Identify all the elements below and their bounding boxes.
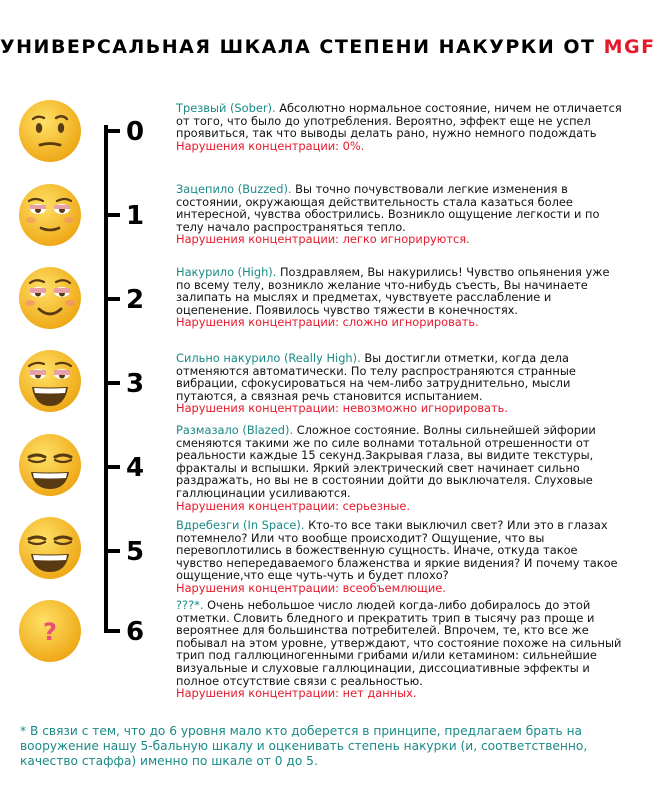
- level-description-2: Поздравляем, Вы накурились! Чувство опьянения уже по всему телу, возникло желание что-нибудь съесть, Вы начинаете залипать на мыслях и предметах, чувствуете расслабление и оцепенение. Появилось чувство тяжести в конечностях.: [176, 265, 610, 317]
- level-entry-2: [176, 266, 626, 329]
- question-mark-symbol: ?: [43, 618, 57, 646]
- level-number-4: 4: [126, 453, 145, 483]
- level-description-5: Кто-то все таки выключил свет? Или это в глазах потемнело? Или что вообще происходит? Ощущение, что вы перевоплотились в божественную сущность. Иначе, откуда такое чувство непередаваемого блаженства и яркие видения? И почему такое ощущение,что еще чуть-чуть и будет плохо?: [176, 518, 618, 583]
- level-violation-1: Нарушения концентрации: легко игнорируются.: [176, 232, 470, 247]
- footnote: * В связи с тем, что до 6 уровня мало кто доберется в принципе, предлагаем брать на вооружение нашу 5-бальную шкалу и оцкенивать степень накурки (и, соответственно, качество стаффа) именно по шкале от 0 до 5.: [20, 724, 588, 768]
- level-heading-0: Трезвый (Sober).: [176, 101, 276, 115]
- level-description-4: Сложное состояние. Волны сильнейшей эйфории сменяются такими же по силе волнами тотальной отрешенности от реальности каждые 15 секунд.Закрывая глаза, вы видите текстуры, фракталы и вспышки. Яркий электрический свет начинает сильно раздражать, но вы не в состоянии дойти до выключателя. Слуховые галлюцинации усиливаются.: [176, 423, 596, 500]
- brand-name: MGF: [603, 36, 656, 58]
- level-violation-3: Нарушения концентрации: невозможно игнорировать.: [176, 401, 508, 416]
- level-number-5: 5: [126, 537, 145, 567]
- scale-line: [104, 125, 108, 633]
- level-number-0: 0: [126, 117, 145, 147]
- level-description-0: Абсолютно нормальное состояние, ничем не отличается от того, что было до употребления. Вероятно, эффект еще не успел проявиться, так что выводы делать рано, нужно немного подождать: [176, 101, 622, 141]
- blazed-face-icon: [17, 432, 83, 498]
- level-heading-3: Сильно накурило (Really High).: [176, 351, 361, 365]
- tick-1: [104, 213, 120, 217]
- level-violation-4: Нарушения концентрации: серьезные.: [176, 498, 410, 513]
- tick-2: [104, 297, 120, 301]
- level-number-2: 2: [126, 285, 145, 315]
- unknown-face-icon: [17, 598, 83, 664]
- level-violation-6: Нарушения концентрации: нет данных.: [176, 686, 417, 701]
- page-title-text: УНИВЕРСАЛЬНАЯ ШКАЛА СТЕПЕНИ НАКУРКИ ОТ: [0, 36, 604, 58]
- level-heading-4: Размазало (Blazed).: [176, 423, 294, 437]
- level-number-1: 1: [126, 201, 145, 231]
- tick-6: [104, 629, 120, 633]
- level-entry-0: [176, 102, 626, 152]
- level-entry-4: [176, 424, 626, 512]
- level-entry-5: [176, 519, 626, 595]
- level-heading-6: ???*.: [176, 598, 204, 612]
- tick-4: [104, 465, 120, 469]
- level-number-6: 6: [126, 617, 145, 647]
- level-violation-0: Нарушения концентрации: 0%.: [176, 138, 365, 153]
- level-number-3: 3: [126, 369, 145, 399]
- tick-5: [104, 549, 120, 553]
- level-description-6: Очень небольшое число людей когда-либо добиралось до этой отметки. Словить бледного и прекратить трип в тысячу раз проще и вероятнее для большинства потребителей. Впрочем, те, кто все же побывал на этом уровне, утверждают, что состояние похоже на сильный трип под галлюциногенными грибами и/или кетамином: сильнейшие визуальные и слуховые галлюцинации, диссоциативные эффекты и полное отсутствие связи с реальностью.: [176, 598, 622, 688]
- high-face-icon: [17, 265, 83, 331]
- level-entry-1: [176, 183, 626, 246]
- page-title: [0, 36, 656, 58]
- level-description-1: Вы точно почувствовали легкие изменения в состоянии, окружающая действительность стала казаться более интересной, чувства обострились. Возникло ощущение легкости и по телу начало распространяться тепло.: [176, 182, 600, 234]
- sober-face-icon: [17, 98, 83, 164]
- buzzed-face-icon: [17, 182, 83, 248]
- tick-0: [104, 129, 120, 133]
- level-violation-2: Нарушения концентрации: сложно игнорировать.: [176, 315, 479, 330]
- level-entry-3: [176, 352, 626, 415]
- level-heading-2: Накурило (High).: [176, 265, 277, 279]
- level-violation-5: Нарушения концентрации: всеобъемлющие.: [176, 580, 446, 595]
- level-entry-6: [176, 599, 626, 700]
- level-heading-5: Вдребезги (In Space).: [176, 518, 305, 532]
- level-description-3: Вы достигли отметки, когда дела отменяются автоматически. По телу распространяются странные вибрации, сфокусироваться на чем-либо затруднительно, мысли путаются, а связная речь становится испытанием.: [176, 351, 576, 403]
- really-high-face-icon: [17, 348, 83, 414]
- in-space-face-icon: [17, 515, 83, 581]
- tick-3: [104, 381, 120, 385]
- level-heading-1: Зацепило (Buzzed).: [176, 182, 292, 196]
